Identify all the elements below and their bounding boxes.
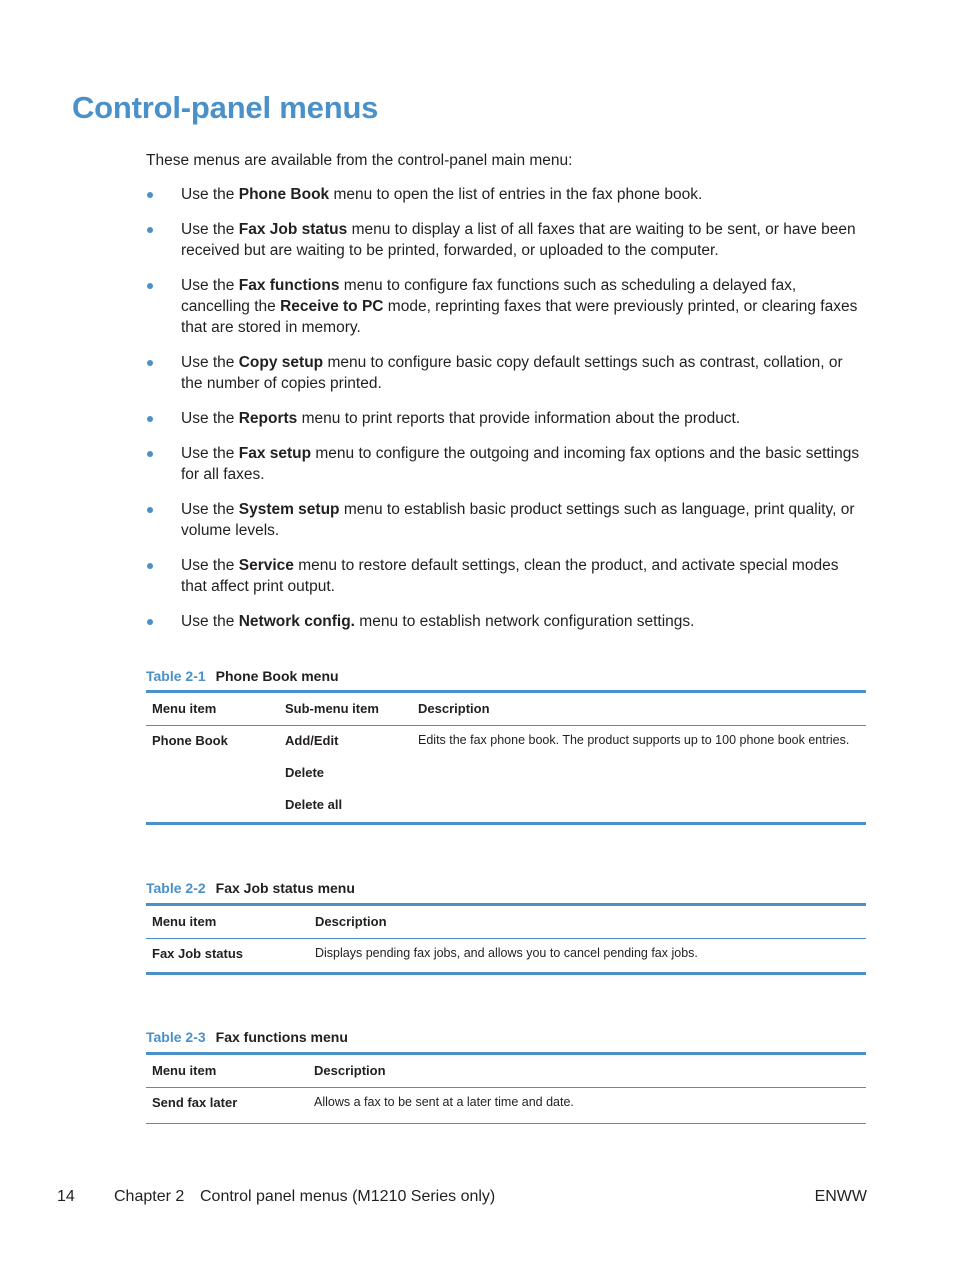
fax-functions-table bbox=[146, 1052, 866, 1124]
sub-menu-item-cell: Add/Edit bbox=[285, 733, 339, 748]
bullet-phone-book: Use the Phone Book menu to open the list of entries in the fax phone book. bbox=[146, 184, 866, 205]
table-title: Fax functions menu bbox=[215, 1029, 348, 1045]
bullet-copy-setup: Use the Copy setup menu to configure basic copy default settings such as contrast, collation, or the number of copies printed. bbox=[146, 352, 866, 394]
column-header: Description bbox=[315, 914, 387, 929]
table-number: Table 2-3 bbox=[146, 1029, 206, 1045]
bullet-dot-icon bbox=[147, 227, 153, 233]
table-caption bbox=[146, 668, 339, 684]
bullet-dot-icon bbox=[147, 283, 153, 289]
table-number: Table 2-2 bbox=[146, 880, 206, 896]
column-header: Menu item bbox=[152, 701, 217, 716]
bullet-network-config: Use the Network config. menu to establish network configuration settings. bbox=[146, 611, 866, 632]
sub-menu-item-cell: Delete bbox=[285, 765, 325, 780]
page-title: Control-panel menus bbox=[72, 90, 379, 125]
intro-text: These menus are available from the control-panel main menu: bbox=[146, 152, 573, 169]
column-header: Menu item bbox=[152, 1063, 217, 1078]
bullet-dot-icon bbox=[147, 507, 153, 513]
bullet-dot-icon bbox=[147, 360, 153, 366]
fax-job-status-table bbox=[146, 903, 866, 975]
table-title: Phone Book menu bbox=[215, 668, 339, 684]
footer-chapter-title: Control panel menus (M1210 Series only) bbox=[200, 1188, 496, 1205]
bullet-fax-job-status: Use the Fax Job status menu to display a list of all faxes that are waiting to be sent, or have been received but are waiting to be printed, forwarded, or uploaded to the computer. bbox=[146, 219, 866, 261]
column-header: Sub-menu item bbox=[285, 701, 379, 716]
bullet-dot-icon bbox=[147, 619, 153, 625]
bullet-reports: Use the Reports menu to print reports that provide information about the product. bbox=[146, 408, 866, 429]
menu-bullet-list bbox=[146, 184, 866, 646]
menu-item-cell: Send fax later bbox=[152, 1095, 238, 1110]
column-header: Description bbox=[314, 1063, 386, 1078]
description-cell: Displays pending fax jobs, and allows you to cancel pending fax jobs. bbox=[315, 946, 698, 960]
sub-menu-item-cell: Delete all bbox=[285, 797, 343, 812]
footer-locale: ENWW bbox=[814, 1188, 867, 1205]
page-number: 14 bbox=[57, 1188, 75, 1205]
table-caption bbox=[146, 1029, 348, 1045]
bullet-dot-icon bbox=[147, 416, 153, 422]
bullet-system-setup: Use the System setup menu to establish basic product settings such as language, print quality, or volume levels. bbox=[146, 499, 866, 541]
table-caption bbox=[146, 880, 355, 896]
table-bottom-rule bbox=[146, 972, 866, 975]
table-bottom-rule bbox=[146, 1123, 866, 1124]
table-header-row bbox=[146, 1055, 866, 1088]
description-cell: Allows a fax to be sent at a later time and date. bbox=[314, 1095, 574, 1109]
table-number: Table 2-1 bbox=[146, 668, 206, 684]
footer-chapter: Chapter 2 bbox=[114, 1188, 185, 1205]
menu-item-cell: Fax Job status bbox=[152, 946, 244, 961]
bullet-dot-icon bbox=[147, 192, 153, 198]
bullet-dot-icon bbox=[147, 563, 153, 569]
bullet-service: Use the Service menu to restore default settings, clean the product, and activate special modes that affect print output. bbox=[146, 555, 866, 597]
table-title: Fax Job status menu bbox=[215, 880, 355, 896]
bullet-dot-icon bbox=[147, 451, 153, 457]
bullet-fax-functions: Use the Fax functions menu to configure fax functions such as scheduling a delayed fax, cancelling the Receive to PC mode, reprinting faxes that were previously printed, or clearing faxes that are stored in memory. bbox=[146, 275, 866, 338]
column-header: Description bbox=[418, 701, 490, 716]
table-header-row bbox=[146, 906, 866, 939]
description-cell: Edits the fax phone book. The product supports up to 100 phone book entries. bbox=[418, 733, 850, 747]
table-header-row bbox=[146, 693, 866, 726]
column-header: Menu item bbox=[152, 914, 217, 929]
phone-book-table bbox=[146, 690, 866, 825]
menu-item-cell: Phone Book bbox=[152, 733, 228, 748]
table-bottom-rule bbox=[146, 822, 866, 825]
bullet-fax-setup: Use the Fax setup menu to configure the outgoing and incoming fax options and the basic settings for all faxes. bbox=[146, 443, 866, 485]
